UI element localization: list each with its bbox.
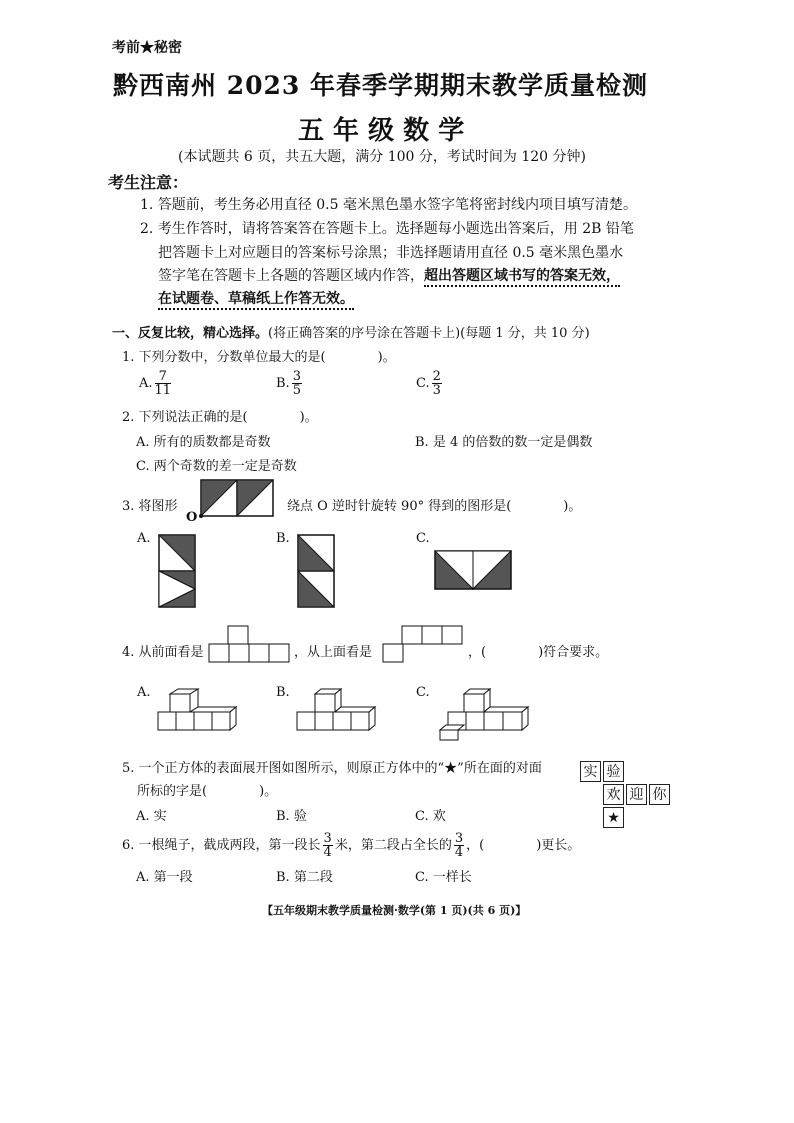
q4-stem-middle: ，从上面看是	[294, 645, 373, 660]
q3-stem-start: 3. 将图形	[122, 499, 178, 514]
section-1-title: 一、反复比较，精心选择。	[112, 326, 269, 341]
q5-stem-line-1: 5. 一个正方体的表面展开图如图所示，则原正方体中的“★”所在面的对面	[122, 761, 542, 776]
notice-item-2-line-2: 把答题卡上对应题目的答案标号涂黑；非选择题请用直径 0.5 毫米黑色墨水	[158, 245, 624, 261]
secret-label: 考前★秘密	[112, 40, 182, 56]
q6-stem: 6. 一根绳子，截成两段，第一段长 $\frac{3}{4}$ 米，第二段占全长的 $\frac{3}{4}$ ，( )更长。	[122, 831, 581, 860]
q2-option-c: C. 两个奇数的差一定是奇数	[136, 459, 297, 474]
q2-option-b: B. 是 4 的倍数的数一定是偶数	[415, 435, 593, 450]
page-footer: 【五年级期末教学质量检测·数学(第 1 页)(共 6 页)】	[262, 904, 527, 917]
net-cell-ying: 迎	[626, 784, 647, 805]
section-1-heading	[112, 322, 590, 341]
q5-option-b: B. 验	[276, 809, 307, 824]
q5-option-a: A. 实	[136, 809, 167, 824]
q4-option-b-label: B.	[276, 685, 290, 700]
exam-info: (本试题共 6 页，共五大题，满分 100 分，考试时间为 120 分钟)	[178, 149, 586, 165]
q2-option-a: A. 所有的质数都是奇数	[136, 435, 271, 450]
notice-item-1: 1. 答题前，考生务必用直径 0.5 毫米黑色墨水签字笔将密封线内项目填写清楚。	[140, 197, 637, 213]
q3-option-a-figure	[158, 534, 198, 610]
net-cell-shi: 实	[580, 761, 601, 782]
q3-option-b-figure	[297, 534, 337, 610]
q4-option-a-label: A.	[137, 685, 151, 700]
q4-stem-end: ，( )符合要求。	[468, 645, 609, 660]
notice-item-2-line-1: 2. 考生作答时，请将答案答在答题卡上。选择题每小题选出答案后，用 2B 铅笔	[140, 221, 634, 237]
q6-option-c: C. 一样长	[415, 870, 472, 885]
notice-item-2-line-3	[158, 265, 620, 285]
q3-option-b-label: B.	[276, 531, 290, 546]
q5-option-c: C. 欢	[415, 809, 446, 824]
exam-title: 黔西南州 2023 年春季学期期末教学质量检测	[113, 71, 648, 100]
q4-option-c-label: C.	[416, 685, 430, 700]
q3-option-c-figure	[434, 550, 514, 592]
q4-top-view	[382, 625, 466, 665]
q1-option-a: A. $\frac{7}{11}$	[139, 369, 172, 398]
q3-stem-end: 绕点 O 逆时针旋转 90° 得到的图形是( )。	[287, 499, 582, 514]
q6-option-a: A. 第一段	[136, 870, 193, 885]
notice-item-2-line-4	[158, 288, 354, 308]
notice-line-4-emphasis: 在试题卷、草稿纸上作答无效。	[158, 291, 354, 310]
section-1-instructions: (将正确答案的序号涂在答题卡上)(每题 1 分，共 10 分)	[268, 326, 590, 341]
q4-front-view	[208, 625, 292, 665]
q3-option-c-label: C.	[416, 531, 430, 546]
notice-line-3-emphasis: 超出答题区域书写的答案无效，	[424, 268, 620, 287]
net-cell-star: ★	[603, 807, 624, 828]
q3-point-o-label: O	[186, 510, 198, 525]
q3-option-a-label: A.	[137, 531, 151, 546]
q4-option-c-figure	[436, 688, 532, 744]
q6-fraction-1: $\frac{3}{4}$	[323, 831, 332, 860]
q6-option-b: B. 第二段	[276, 870, 333, 885]
q1-option-c: C. $\frac{2}{3}$	[416, 369, 441, 398]
notice-line-3-plain: 签字笔在答题卡上各题的答题区域内作答，	[158, 268, 424, 284]
q4-option-b-figure	[295, 688, 377, 738]
q5-stem-line-2: 所标的字是( )。	[137, 784, 278, 799]
net-cell-yan: 验	[603, 761, 624, 782]
net-cell-ni: 你	[649, 784, 670, 805]
q1-option-b: B. $\frac{3}{5}$	[276, 369, 301, 398]
q6-fraction-2: $\frac{3}{4}$	[454, 831, 464, 860]
q4-stem-start: 4. 从前面看是	[122, 645, 204, 660]
q2-stem: 2. 下列说法正确的是( )。	[122, 410, 318, 425]
exam-subject: 五 年 级 数 学	[298, 116, 465, 146]
net-cell-huan: 欢	[603, 784, 624, 805]
q3-original-figure	[196, 478, 278, 520]
notice-heading: 考生注意：	[108, 173, 189, 192]
q4-option-a-figure	[156, 688, 238, 738]
q1-stem: 1. 下列分数中，分数单位最大的是( )。	[122, 350, 396, 365]
